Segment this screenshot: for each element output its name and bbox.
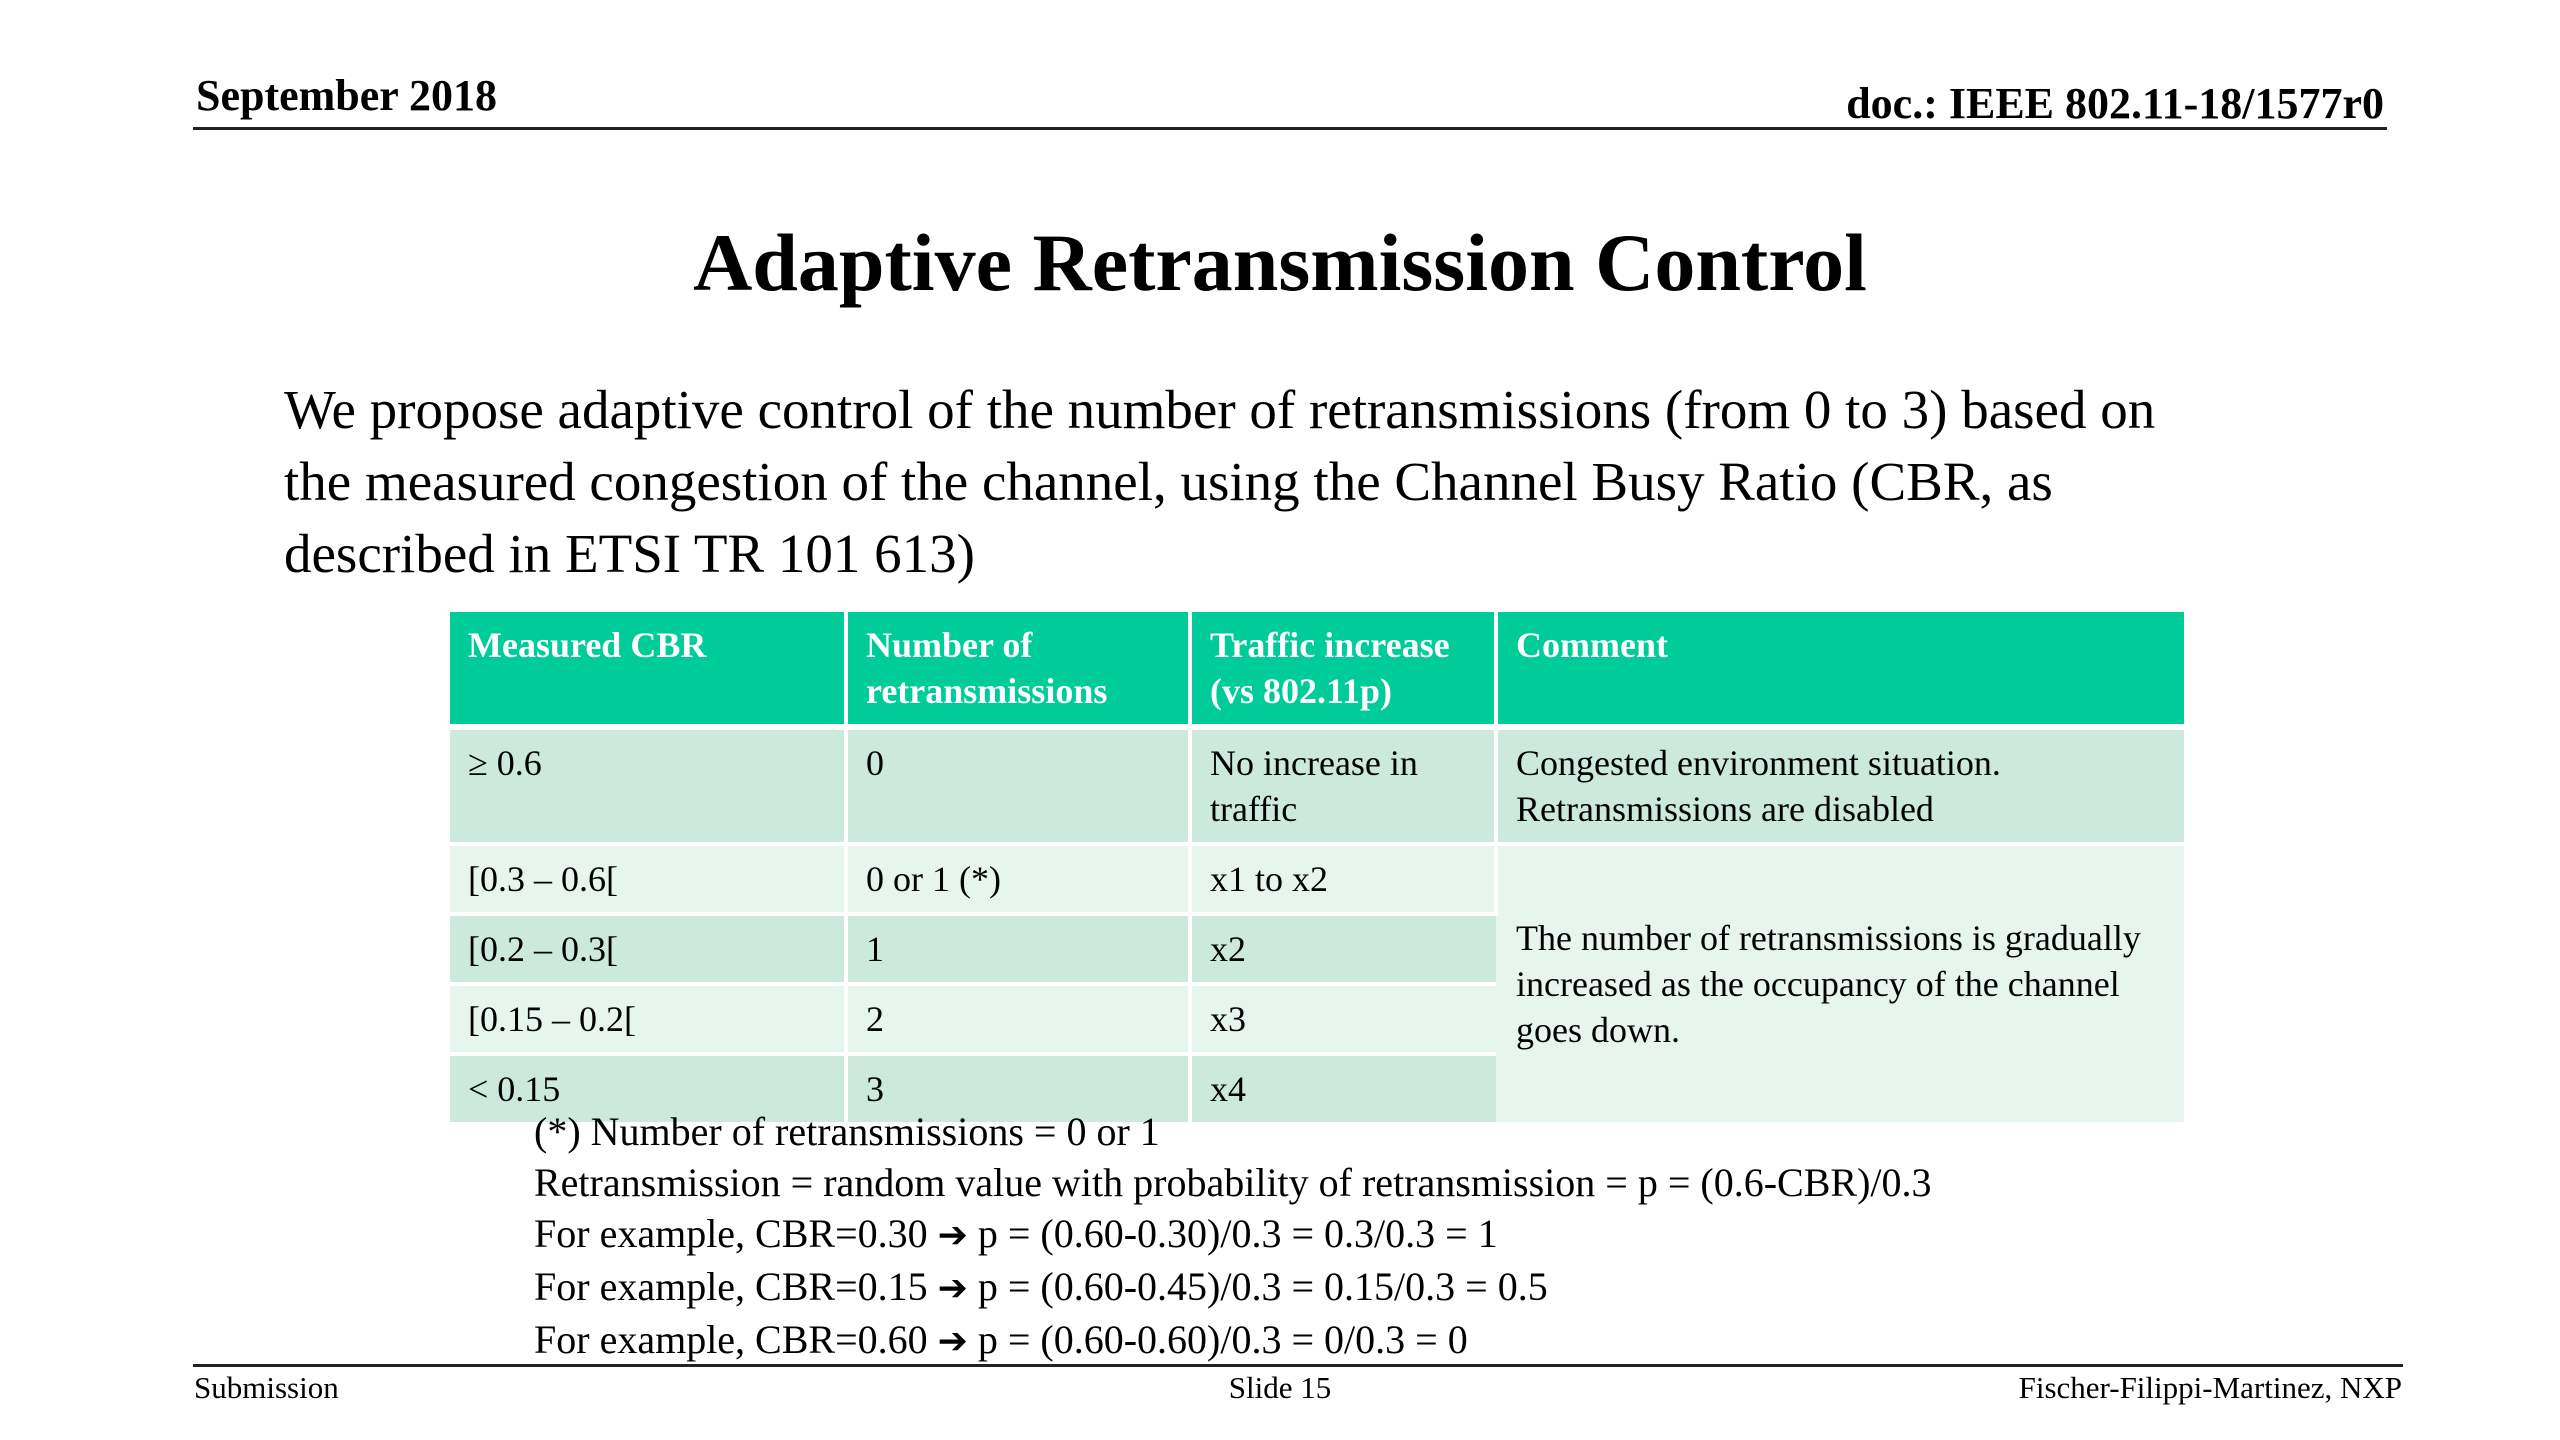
footer-submission: Submission [194, 1370, 339, 1405]
cell-retx: 0 or 1 (*) [846, 844, 1190, 914]
note-line: (*) Number of retransmissions = 0 or 1 [534, 1109, 1160, 1154]
cell-traffic: x4 [1190, 1054, 1496, 1124]
cell-cbr: < 0.15 [450, 1054, 846, 1124]
note-line: Retransmission = random value with probability of retransmission = p = (0.6-CBR)/0.3 [534, 1160, 1932, 1205]
cell-cbr: ≥ 0.6 [450, 727, 846, 844]
header-measured-cbr: Measured CBR [450, 612, 846, 727]
arrow-right-icon: ➔ [937, 1268, 968, 1309]
cell-traffic: No increase in traffic [1190, 727, 1496, 844]
header-doc-id: doc.: IEEE 802.11-18/1577r0 [1846, 79, 2384, 128]
example-line: For example, CBR=0.15 ➔ p = (0.60-0.45)/0.3 = 0.15/0.3 = 0.5 [534, 1264, 1548, 1309]
cell-traffic: x2 [1190, 914, 1496, 984]
footer-authors: Fischer-Filippi-Martinez, NXP [2018, 1370, 2402, 1405]
cell-traffic: x1 to x2 [1190, 844, 1496, 914]
footer-divider [193, 1364, 2403, 1367]
intro-line: the measured congestion of the channel, using the Channel Busy Ratio (CBR, as [284, 451, 2053, 512]
cell-retx: 1 [846, 914, 1190, 984]
cell-cbr: [0.15 – 0.2[ [450, 984, 846, 1054]
cell-retx: 2 [846, 984, 1190, 1054]
intro-line: We propose adaptive control of the number of retransmissions (from 0 to 3) based on [284, 379, 2156, 440]
slide-title: Adaptive Retransmission Control [693, 217, 1867, 308]
cell-traffic: x3 [1190, 984, 1496, 1054]
cell-comment: Congested environment situation. Retransmissions are disabled [1496, 727, 2184, 844]
intro-line: described in ETSI TR 101 613) [284, 523, 975, 584]
cell-retx: 0 [846, 727, 1190, 844]
cell-cbr: [0.3 – 0.6[ [450, 844, 846, 914]
table-row [450, 727, 2184, 844]
example-line: For example, CBR=0.30 ➔ p = (0.60-0.30)/0.3 = 0.3/0.3 = 1 [534, 1211, 1498, 1256]
intro-paragraph [284, 374, 2344, 590]
arrow-right-icon: ➔ [937, 1321, 968, 1362]
retransmission-table [450, 612, 2184, 1126]
table-header-row [450, 612, 2184, 727]
header-date: September 2018 [196, 71, 498, 120]
cell-merged-comment: The number of retransmissions is gradually increased as the occupancy of the channel goes down. [1496, 844, 2184, 1124]
header-comment: Comment [1496, 612, 2184, 727]
arrow-right-icon: ➔ [937, 1215, 968, 1256]
example-line: For example, CBR=0.60 ➔ p = (0.60-0.60)/0.3 = 0/0.3 = 0 [534, 1317, 1468, 1362]
cell-cbr: [0.2 – 0.3[ [450, 914, 846, 984]
notes-block [534, 1106, 1932, 1367]
header-number-of-retransmissions: Number of retransmissions [846, 612, 1190, 727]
table-row [450, 844, 2184, 914]
header-divider [193, 127, 2387, 130]
cell-retx: 3 [846, 1054, 1190, 1124]
header-traffic-increase: Traffic increase (vs 802.11p) [1190, 612, 1496, 727]
footer-slide-number: Slide 15 [1228, 1370, 1332, 1405]
